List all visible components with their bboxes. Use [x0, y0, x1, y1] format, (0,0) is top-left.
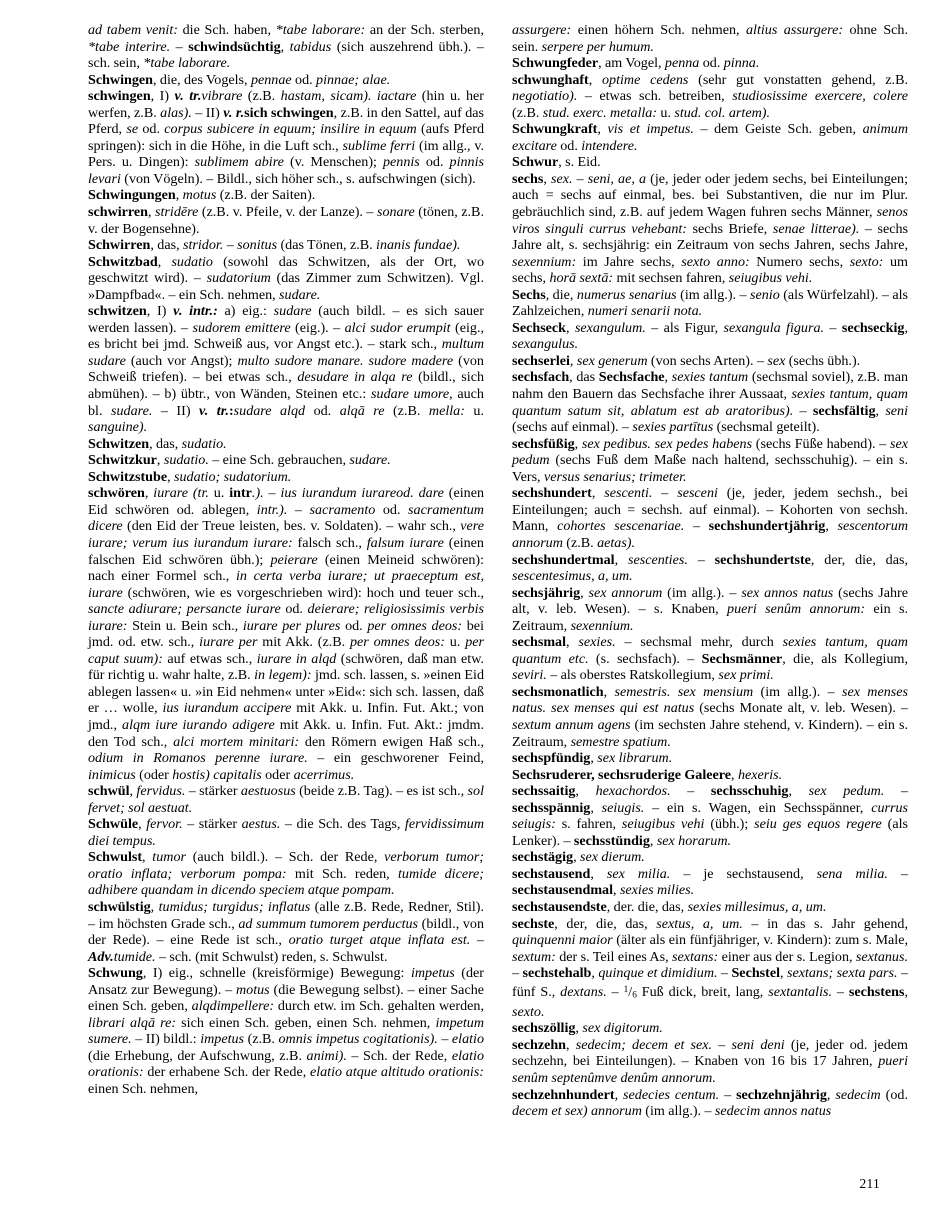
dictionary-entry: Schwingen, die, des Vogels, pennae od. pinnae; alae. — [88, 71, 391, 88]
dictionary-entry: ad tabem venit: die Sch. haben, *tabe laborare: an der Sch. sterben, *tabe interire. – schwindsüchtig, tabidus (sich auszehrend übh.). – sch. sein, *tabe laborare. — [88, 22, 484, 72]
dictionary-entry: schwingen, I) v. tr.vibrare (z.B. hastam, sicam). iactare (hin u. her werfen, z.B. alas). – II) v. r.sich schwingen, z.B. in den Sattel, auf das Pferd, se od. corpus subicere in equum; insilire in equum (aufs Pferd springen): sich in die Höhe, in die Luft sch., sublime ferri (im allg., v. Pers. u. Dingen): sublimem abire (v. Menschen); pennis od. pinnis levari (von Vögeln). – Bildl., sich höher sch., s. aufschwingen (sich). — [88, 88, 484, 187]
dictionary-entry: Schwingungen, motus (z.B. der Saiten). — [88, 187, 316, 204]
dictionary-entry: Schwulst, tumor (auch bildl.). – Sch. der Rede, verborum tumor; oratio inflata; verborum pompa: mit Sch. reden, tumide dicere; adhibere quandam in dicendo speciem atque pompam. — [88, 849, 484, 899]
dictionary-entry: sechsjährig, sex annorum (im allg.). – sex annos natus (sechs Jahre alt, v. leb. Wesen). – s. Knaben, pueri senûm annorum: ein s. Zeitraum, sexennium. — [512, 584, 908, 634]
dictionary-entry: assurgere: einen höhern Sch. nehmen, altius assurgere: ohne Sch. sein. serpere per humum. — [512, 22, 909, 55]
dictionary-entry: Schwur, s. Eid. — [512, 154, 601, 171]
dictionary-entry: sechserlei, sex generum (von sechs Arten). – sex (sechs übh.). — [512, 352, 861, 369]
dictionary-entry: sechsmonatlich, semestris. sex mensium (im allg.). – sex menses natus. sex menses qui est natus (sechs Monate alt, v. leb. Wesen). – sextum annum agens (im sechsten Jahre stehend, v. Kindern). – ein s. Zeitraum, semestre spatium. — [512, 683, 908, 750]
dictionary-entry: Sechs, die, numerus senarius (im allg.). – senio (als Würfelzahl). – als Zahlzeichen, numeri senarii nota. — [512, 286, 909, 320]
dictionary-entry: Schwirren, das, stridor. – sonitus (das Tönen, z.B. inanis fundae). — [88, 237, 461, 254]
dictionary-entry: schwülstig, tumidus; turgidus; inflatus (alle z.B. Rede, Redner, Stil). – im höchsten Grade sch., ad summum tumorem perductus (bildl., von der Rede). – eine Rede ist sch., oratio turget atque inflata est. – Adv.tumide. – sch. (mit Schwulst) reden, s. Schwulst. — [88, 898, 485, 965]
left-column — [88, 22, 484, 1098]
dictionary-entry: sechzehnhundert, sedecies centum. – sechzehnjährig, sedecim (od. decem et sex) annorum (im allg.). – sedecim annos natus — [512, 1086, 908, 1120]
dictionary-entry: schwunghaft, optime cedens (sehr gut vonstatten gehend, z.B. negotiatio). – etwas sch. betreiben, studiosissime exercere, colere (z.B. stud. exerc. metalla: u. stud. col. artem). — [512, 71, 909, 121]
dictionary-entry: sechshundertmal, sescenties. – sechshundertste, der, die, das, sescentesimus, a, um. — [512, 551, 908, 585]
text-columns — [88, 22, 909, 1120]
dictionary-entry: schwitzen, I) v. intr.: a) eig.: sudare (auch bildl. – es sich sauer werden lassen). – sudorem emittere (eig.). – alci sudor erumpit (eig., es bricht bei jmd. Schweiß aus, vor Angst etc.). – stark sch., multum sudare (auch vor Angst); multo sudore manare. sudore madere (von Schweiß triefen). – bei etwas sch., desudare in alqa re (bildl., sich abmühen). – b) übtr., von Wänden, Steinen etc.: sudare umore, auch bl. sudare. – II) v. tr.:sudare alqd od. alqā re (z.B. mella: u. sanguine). — [88, 303, 484, 436]
dictionary-entry: sechspfündig, sex librarum. — [512, 750, 673, 767]
dictionary-entry: Schwung, I) eig., schnelle (kreisförmige) Bewegung: impetus (der Ansatz zur Bewegung). – motus (die Bewegung selbst). – einer Sache einen Sch. geben, alqdimpellere: durch etw. im Sch. gehalten werden, librari alqā re: sich einen Sch. geben, einen Sch. nehmen, impetum sumere. – II) bildl.: impetus (z.B. omnis impetus cogitationis). – elatio (die Erhebung, der Aufschwung, z.B. animi). – Sch. der Rede, elatio orationis: der erhabene Sch. der Rede, elatio atque altitudo orationis: einen Sch. nehmen, — [88, 965, 485, 1097]
dictionary-entry: Schwitzen, das, sudatio. — [88, 435, 227, 452]
dictionary-entry: sechshundert, sescenti. – sesceni (je, jeder, jedem sechsh., bei Einteilungen; auch = sechsh. auf einmal). – Kohorten von sechsh. Mann, cohortes sescenariae. – sechshundertjährig, sescentorum annorum (z.B. aetas). — [512, 485, 909, 551]
dictionary-entry: sechszöllig, sex digitorum. — [512, 1020, 663, 1037]
dictionary-entry: sechsfüßig, sex pedibus. sex pedes habens (sechs Füße habend). – sex pedum (sechs Fuß dem Maße nach haltend, sechsschuhig). – ein s. Vers, versus senarius; trimeter. — [512, 435, 908, 485]
dictionary-entry: sechstausendste, der. die, das, sexies millesimus, a, um. — [512, 898, 827, 915]
dictionary-entry: sechzehn, sedecim; decem et sex. – seni deni (je, jeder od. jedem sechzehn, bei Einteilungen). – Knaben von 16 bis 17 Jahren, pueri senûm septenûmve denûm annorum. — [512, 1036, 909, 1087]
dictionary-entry: Schwitzkur, sudatio. – eine Sch. gebrauchen, sudare. — [88, 452, 391, 469]
dictionary-entry: Schwüle, fervor. – stärker aestus. – die Sch. des Tags, fervidissimum diei tempus. — [88, 816, 484, 849]
dictionary-entry: Sechsruderer, sechsruderige Galeere, hexeris. — [512, 766, 783, 783]
dictionary-entry: Schwungfeder, am Vogel, penna od. pinna. — [512, 55, 760, 72]
dictionary-entry: sechsfach, das Sechsfache, sexies tantum (sechsmal soviel), z.B. man nahm den Bauern das Sechsfache ihrer Aussaat, sexies tantum, quam quantum satum sit, ablatum est ab aratoribus). – sechsfältig, seni (sechs auf einmal). – sexies partītus (sechsmal geteilt). — [512, 369, 909, 436]
dictionary-entry: sechstägig, sex dierum. — [512, 849, 645, 866]
dictionary-entry: sechsmal, sexies. – sechsmal mehr, durch sexies tantum, quam quantum etc. (s. sechsfach). – Sechsmänner, die, als Kollegium, seviri. – als oberstes Ratskollegium, sex primi. — [512, 634, 908, 684]
dictionary-entry: schwül, fervidus. – stärker aestuosus (beide z.B. Tag). – es ist sch., sol fervet; sol aestuat. — [88, 783, 484, 816]
right-column — [512, 22, 908, 1120]
dictionary-entry: sechssaitig, hexachordos. – sechsschuhig, sex pedum. – sechsspännig, seiugis. – ein s. Wagen, ein Sechsspänner, currus seiugis: s. fahren, seiugibus vehi (übh.); seiu ges equos regere (als Lenker). – sechsstündig, sex horarum. — [512, 783, 909, 849]
dictionary-entry: sechstausend, sex milia. – je sechstausend, sena milia. – sechstausendmal, sexies milies. — [512, 865, 908, 899]
dictionary-entry: Schwungkraft, vis et impetus. – dem Geiste Sch. geben, animum excitare od. intendere. — [512, 121, 908, 154]
dictionary-entry: Sechseck, sexangulum. – als Figur, sexangula figura. – sechseckig, sexangulus. — [512, 319, 909, 353]
page-number: 211 — [859, 1176, 880, 1191]
dictionary-entry: sechs, sex. – seni, ae, a (je, jeder oder jedem sechs, bei Einteilungen; auch = sechs auf einmal, bes. bei Substantiven, die nur im Plur. gebräuchlich sind, z.B. auf jedem Wagen fuhren sechs Männer, senos viros singuli currus vehebant: sechs Briefe, senae litterae). – sechs Jahre alt, s. sechsjährig: ein Zeitraum von sechs Jahren, sechs Jahre, sexennium: im Jahre sechs, sexto anno: Numero sechs, sexto: um sechs, horā sextā: mit sechsen fahren, seiugibus vehi. — [512, 170, 908, 287]
dictionary-entry: schwirren, stridēre (z.B. v. Pfeile, v. der Lanze). – sonare (tönen, z.B. v. der Bogensehne). — [88, 204, 484, 237]
dictionary-entry: schwören, iurare (tr. u. intr.). – ius iurandum iurareod. dare (einen Eid schwören od. ablegen, intr.). – sacramento od. sacramentum dicere (den Eid der Treue leisten, bes. v. Soldaten). – wahr sch., vere iurare; verum ius iurandum iurare: falsch sch., falsum iurare (einen falschen Eid schwören übh.); peierare (einen Meineid schwören): nach einer Formel sch., in certa verba iurare; ut praeceptum est, iurare (schwören, wie es vorgeschrieben wird): hoch und teuer sch., sancte adiurare; persancte iurare od. deierare; religiosissimis verbis iurare: Stein u. Bein sch., iurare per plures od. per omnes deos: bei jmd. od. etw. sch., iurare per mit Akk. (z.B. per omnes deos: u. per caput suum): auf etwas sch., iurare in alqd (schwören, daß man etw. für richtig u. wahr halte, z.B. in legem): jmd. sch. lassen, s. »einen Eid ablegen lassen« u. »in Eid nehmen« unter »Eid«: sich sch. lassen, daß er … wolle, ius iurandum accipere mit Akk. u. Infin. Fut. Akt.; von jmd., alqm iure iurando adigere mit Akk. u. Infin. Fut. Akt.: jmdm. den Tod sch., alci mortem minitari: den Römern ewigen Haß sch., odium in Romanos perenne iurare. – ein geschworener Feind, inimicus (oder hostis) capitalis oder acerrimus. — [88, 485, 485, 783]
dictionary-entry: Schwitzstube, sudatio; sudatorium. — [88, 468, 292, 485]
dictionary-entry: sechste, der, die, das, sextus, a, um. – in das s. Jahr gehend, quinquenni maior (älter als ein fünfjähriger, v. Kindern): zum s. Male, sextum: der s. Teil eines As, sextans: einer aus der s. Legion, sextanus. – sechstehalb, quinque et dimidium. – Sechstel, sextans; sexta pars. – fünf S., dextans. – $^1/_6$ Fuß dick, breit, lang, sextantalis. – sechstens, sexto. — [512, 915, 909, 1020]
dictionary-entry: Schwitzbad, sudatio (sowohl das Schwitzen, als der Ort, wo geschwitzt wird). – sudatorium (das Zimmer zum Schwitzen). Vgl. »Dampfbad«. – ein Sch. nehmen, sudare. — [88, 253, 484, 303]
